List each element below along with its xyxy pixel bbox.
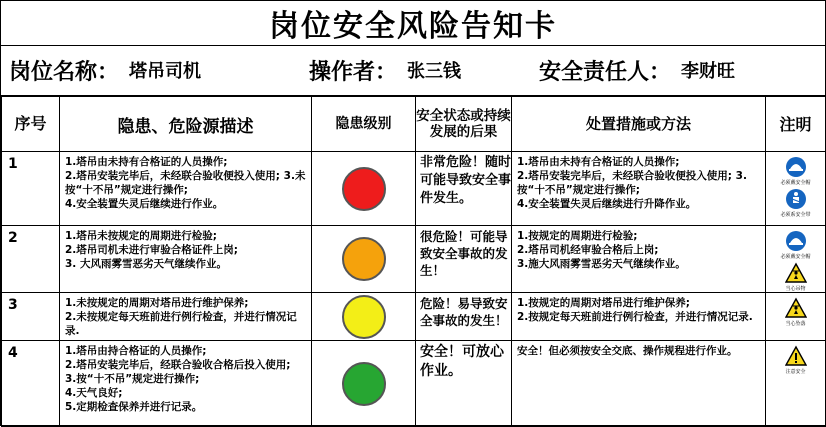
table-row <box>2 293 826 341</box>
hazard-level-cell <box>312 293 416 341</box>
measure-line: 2.按规定每天班前进行例行检查，并进行情况记录. <box>517 311 753 323</box>
helmet-sign-icon <box>766 230 825 252</box>
row-number: 1 <box>2 152 60 226</box>
row-number: 4 <box>2 341 60 427</box>
helmet-sign-icon <box>766 156 825 178</box>
sign-caption: 当心吊物 <box>785 286 806 292</box>
header-safety-state: 安全状态或持续发展的后果 <box>416 97 512 152</box>
measure-line: 1.按规定的周期对塔吊进行维护保养; <box>517 297 690 309</box>
responsible-person-value: 李财旺 <box>681 61 736 82</box>
hazard-description <box>60 341 312 427</box>
hazard-description-line: 1.塔吊由未持有合格证的人员操作; <box>65 156 228 168</box>
warning-sign-icon <box>766 345 825 367</box>
row-number: 3 <box>2 293 60 341</box>
hazard-description-line: 2.塔吊司机未进行审验合格证件上岗; <box>65 244 238 256</box>
row-number: 2 <box>2 226 60 293</box>
hazard-description <box>60 152 312 226</box>
post-name-value: 塔吊司机 <box>129 61 202 82</box>
hazard-description-line: 2.塔吊安装完毕后，经联合验收合格后投入使用; <box>65 359 291 371</box>
sign-caption: 必须戴安全帽 <box>780 180 811 186</box>
header-number: 序号 <box>2 97 60 152</box>
header-hazard-description: 隐患、危险源描述 <box>60 97 312 152</box>
card-title: 岗位安全风险告知卡 <box>1 1 825 46</box>
table-row <box>2 341 826 427</box>
operator-label: 操作者： <box>309 59 398 85</box>
header-measures: 处置措施或方法 <box>512 97 766 152</box>
sign-caption: 注意安全 <box>785 369 806 375</box>
operator-value: 张三钱 <box>407 61 462 82</box>
hazard-description-line: 1.塔吊由持合格证的人员操作; <box>65 345 207 357</box>
table-row <box>2 226 826 293</box>
hazard-description-line: 2.未按规定每天班前进行例行检查，并进行情况记录. <box>65 311 297 337</box>
safety-state: 非常危险！随时可能导致安全事件发生。 <box>416 152 512 226</box>
responsible-person-label: 安全责任人： <box>539 59 672 85</box>
post-info-bar <box>1 45 825 97</box>
hazard-level-cell <box>312 152 416 226</box>
safety-signs <box>766 226 826 293</box>
safety-signs <box>766 293 826 341</box>
sign-caption: 必须戴安全帽 <box>780 254 811 260</box>
hazard-description <box>60 293 312 341</box>
safety-signs <box>766 341 826 427</box>
measures <box>512 293 766 341</box>
measures <box>512 341 766 427</box>
measure-line: 1.塔吊由未持有合格证的人员操作; <box>517 156 680 168</box>
hazard-description <box>60 226 312 293</box>
safety-state: 安全！可放心作业。 <box>416 341 512 427</box>
measures <box>512 226 766 293</box>
measure-line: 4.安全装置失灵后继续进行升降作业。 <box>517 198 697 210</box>
measure-line: 1.按规定的周期进行检验; <box>517 230 638 242</box>
risk-table <box>1 96 826 427</box>
measures <box>512 152 766 226</box>
safety-state: 危险！易导致安全事故的发生！ <box>416 293 512 341</box>
measure-line: 2.塔吊司机经审验合格后上岗; <box>517 244 659 256</box>
falling-objects-sign-icon <box>766 297 825 319</box>
sign-caption: 必须系安全带 <box>780 212 811 218</box>
safety-state: 很危险！可能导致安全事故的发生！ <box>416 226 512 293</box>
safety-belt-sign-icon <box>766 188 825 210</box>
post-name-label: 岗位名称： <box>9 59 120 85</box>
header-hazard-level: 隐患级别 <box>312 97 416 152</box>
hazard-description-line: 4.天气良好; <box>65 387 123 399</box>
measure-line: 3.施大风雨雾雪恶劣天气继续作业。 <box>517 258 686 270</box>
header-notes: 注明 <box>766 97 826 152</box>
table-row <box>2 152 826 226</box>
safety-signs <box>766 152 826 226</box>
hazard-description-line: 3.按“十不吊”规定进行操作; <box>65 373 200 385</box>
sign-caption: 当心坠落 <box>785 321 806 327</box>
hazard-description-line: 4.安全装置失灵后继续进行作业。 <box>65 198 224 210</box>
measure-line: 2.塔吊安装完毕后，未经联合验收便投入使用; 3.按“十不吊”规定进行操作; <box>517 170 747 196</box>
hazard-description-line: 1.未按规定的周期对塔吊进行维护保养; <box>65 297 249 309</box>
hazard-level-light <box>342 237 386 281</box>
hazard-level-light <box>342 167 386 211</box>
hazard-level-light <box>342 295 386 339</box>
hazard-description-line: 5.定期检查保养并进行记录。 <box>65 401 203 413</box>
hazard-sign-icon <box>766 262 825 284</box>
hazard-description-line: 3. 大风雨雾雪恶劣天气继续作业。 <box>65 258 227 270</box>
hazard-description-line: 2.塔吊安装完毕后，未经联合验收便投入使用; 3.未按“十不吊”规定进行操作; <box>65 170 306 196</box>
hazard-level-light <box>342 362 386 406</box>
hazard-description-line: 1.塔吊未按规定的周期进行检验; <box>65 230 217 242</box>
measure-line: 安全！但必须按安全交底、操作规程进行作业。 <box>517 345 738 357</box>
hazard-level-cell <box>312 226 416 293</box>
hazard-level-cell <box>312 341 416 427</box>
